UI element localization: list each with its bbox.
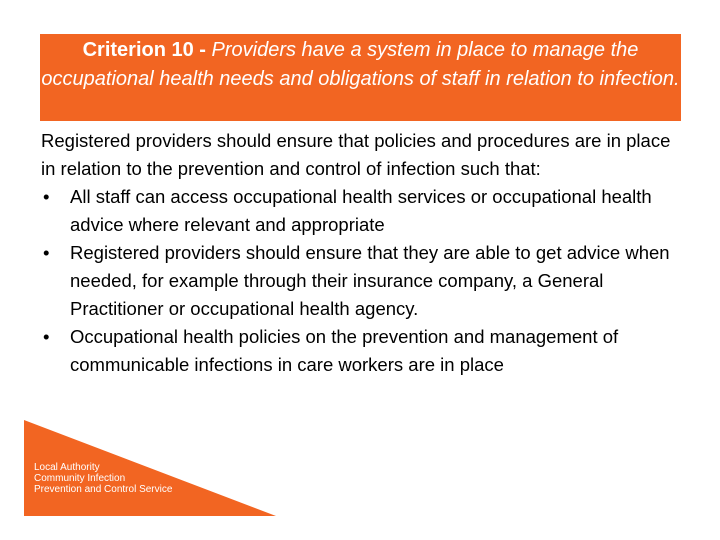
list-item-text: Occupational health policies on the prevention and management of communicable infections in care workers are in place [70, 326, 619, 375]
criterion-description: Providers have a system in place to manage the occupational health needs and obligations of staff in relation to infection. [41, 39, 680, 90]
logo-text [34, 462, 172, 495]
criterion-body [41, 127, 681, 379]
logo-line-2: Community Infection [34, 473, 126, 484]
bullet-icon: • [43, 242, 50, 263]
bullet-icon: • [43, 326, 50, 347]
list-item [41, 323, 681, 379]
list-item [41, 239, 681, 323]
bullet-icon: • [43, 186, 50, 207]
list-item [41, 183, 681, 239]
list-item-text: Registered providers should ensure that they are able to get advice when needed, for example through their insurance company, a General Practitioner or occupational health agency. [70, 242, 670, 319]
organisation-logo [24, 420, 276, 516]
requirements-list [41, 183, 681, 379]
logo-line-1: Local Authority [34, 462, 100, 473]
list-item-text: All staff can access occupational health services or occupational health advice where relevant and appropriate [70, 186, 652, 235]
logo-line-3: Prevention and Control Service [34, 484, 173, 495]
intro-paragraph: Registered providers should ensure that policies and procedures are in place in relation to the prevention and control of infection such that: [41, 130, 671, 179]
criterion-number: Criterion 10 - [82, 39, 206, 61]
criterion-title-banner [40, 34, 681, 121]
